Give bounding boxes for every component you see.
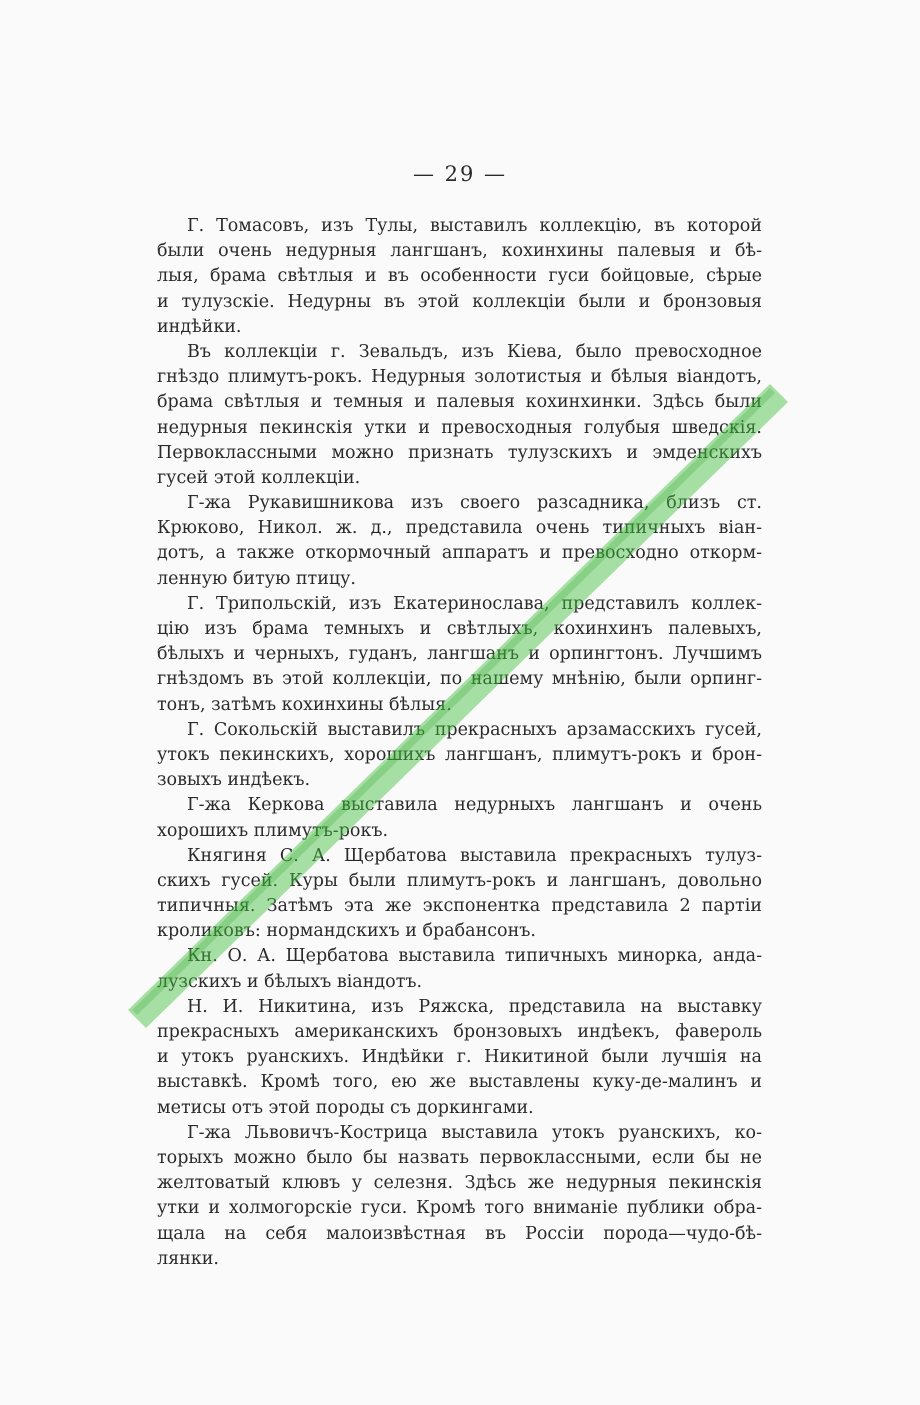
text-line: были очень недурныя лангшанъ, кохинхины палевыя и бѣ- (157, 241, 762, 262)
text-line: Въ коллекціи г. Зевальдъ, изъ Кіева, было превосходное (187, 341, 762, 362)
paragraph (157, 1121, 762, 1272)
text-line: типичныя. Затѣмъ эта же экспонентка представила 2 партіи (157, 896, 762, 917)
paragraph (157, 491, 762, 592)
text-line: Г. Томасовъ, изъ Тулы, выставилъ коллекцію, въ которой (187, 216, 762, 236)
text-line: торыхъ можно было бы назвать первоклассными, если бы не (157, 1147, 762, 1168)
text-line: тонъ, затѣмъ кохинхины бѣлыя. (157, 694, 452, 715)
text-line: Княгиня С. А. Щербатова выставила прекрасныхъ тулуз- (187, 845, 762, 866)
text-line: щала на себя малоизвѣстная въ Россіи порода—чудо-бѣ- (157, 1223, 762, 1244)
text-line: лузскихъ и бѣлыхъ віандотъ. (157, 971, 423, 992)
text-line: ленную битую птицу. (157, 568, 356, 589)
text-line: бѣлыхъ и черныхъ, гуданъ, лангшанъ и орпингтонъ. Лучшимъ (157, 644, 762, 665)
text-line: гнѣздомъ въ этой коллекціи, по нашему мнѣнію, были орпинг- (157, 669, 762, 690)
text-line: брама свѣтлыя и темныя и палевыя кохинхинки. Здѣсь были (157, 392, 762, 413)
text-line: и утокъ руанскихъ. Индѣйки г. Никитиной были лучшія на (157, 1047, 762, 1068)
text-line: цію изъ брама темныхъ и свѣтлыхъ, кохинхинъ палевыхъ, (157, 619, 762, 639)
paragraph (157, 592, 762, 718)
text-line: дотъ, а также откормочный аппаратъ и превосходно откорм- (157, 543, 762, 564)
text-line: Г-жа Керкова выставила недурныхъ лангшанъ и очень (187, 795, 762, 816)
text-line: Кн. О. А. Щербатова выставила типичныхъ минорка, анда- (187, 946, 762, 967)
text-line: индѣйки. (157, 316, 242, 337)
page-number: — 29 — (412, 162, 508, 186)
text-line: недурныя пекинскія утки и превосходныя голубыя шведскія. (157, 417, 762, 438)
text-line: хорошихъ плимутъ-рокъ. (157, 820, 389, 841)
text-line: лыя, брама свѣтлыя и въ особенности гуси бойцовые, сѣрые (157, 266, 762, 287)
text-line: гнѣздо плимутъ-рокъ. Недурныя золотистыя и бѣлыя віандотъ, (157, 367, 762, 388)
paragraph (157, 944, 762, 994)
paragraph (157, 793, 762, 843)
paragraph (157, 340, 762, 491)
text-line: кроликовъ: нормандскихъ и брабансонъ. (157, 921, 536, 942)
text-line: Н. И. Никитина, изъ Ряжска, представила на выставку (187, 996, 762, 1017)
text-line: Крюково, Никол. ж. д., представила очень типичныхъ віан- (157, 518, 762, 539)
text-line: прекрасныхъ американскихъ бронзовыхъ индѣекъ, фавероль (157, 1022, 762, 1042)
text-line: утокъ пекинскихъ, хорошихъ лангшанъ, плимутъ-рокъ и брон- (157, 744, 762, 765)
text-line: Г. Сокольскій выставилъ прекрасныхъ арзамасскихъ гусей, (187, 719, 762, 740)
text-line: гусей этой коллекціи. (157, 467, 361, 488)
text-line: желтоватый клювъ у селезня. Здѣсь же недурныя пекинскія (157, 1173, 762, 1194)
text-line: метисы отъ этой породы съ доркингами. (157, 1097, 534, 1118)
text-line: Первоклассными можно признать тулузскихъ и эмденскихъ (157, 442, 762, 463)
paragraph (157, 718, 762, 794)
text-line: Г-жа Рукавишникова изъ своего разсадника, близъ ст. (187, 493, 762, 514)
text-line: Г. Трипольскій, изъ Екатеринослава, представилъ коллек- (187, 593, 762, 614)
text-line: и тулузскіе. Недурны въ этой коллекціи были и бронзовыя (157, 291, 762, 312)
text-line: скихъ гусей. Куры были плимутъ-рокъ и лангшанъ, довольно (157, 870, 762, 891)
text-line: выставкѣ. Кромѣ того, ею же выставлены куку-де-малинъ и (157, 1072, 762, 1093)
text-line: зовыхъ индѣекъ. (157, 770, 311, 791)
body-text (157, 214, 762, 1272)
text-line: Г-жа Львовичъ-Кострица выставила утокъ руанскихъ, ко- (187, 1122, 762, 1143)
paragraph (157, 214, 762, 340)
paragraph (157, 844, 762, 945)
paragraph (157, 995, 762, 1121)
text-line: лянки. (157, 1248, 219, 1269)
text-line: утки и холмогорскіе гуси. Кромѣ того вниманіе публики обра- (157, 1198, 762, 1219)
